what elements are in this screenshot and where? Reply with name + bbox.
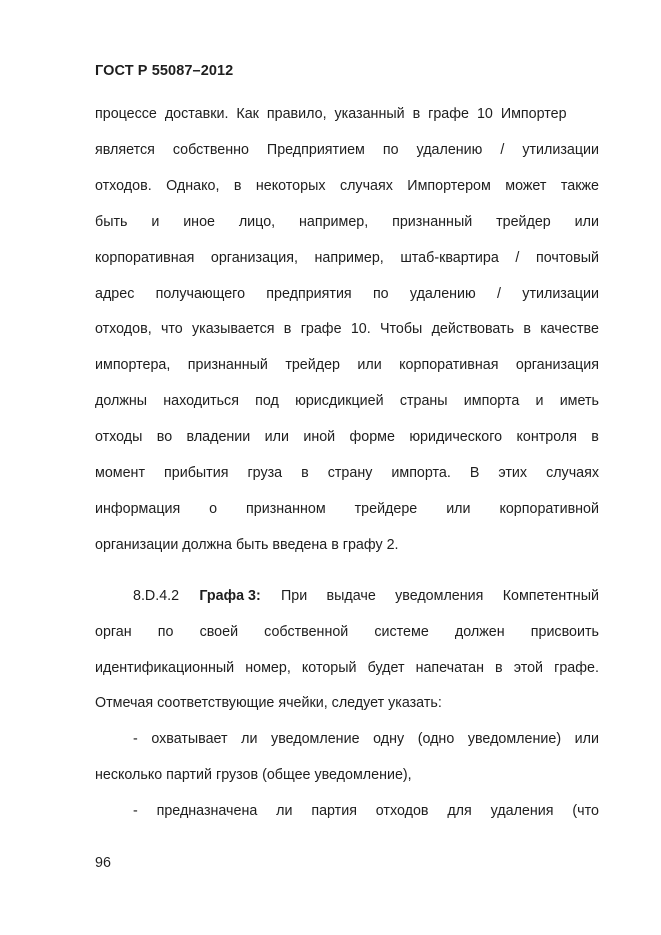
word: утилизации bbox=[522, 286, 599, 302]
word: юрисдикцией bbox=[295, 393, 384, 409]
paragraph-line bbox=[95, 500, 599, 518]
paragraph-line bbox=[95, 105, 599, 123]
word: в bbox=[591, 429, 599, 445]
section-heading-line bbox=[133, 587, 599, 605]
word: ли bbox=[241, 731, 258, 747]
word: страны bbox=[399, 393, 448, 409]
paragraph-line bbox=[95, 464, 599, 482]
word: корпоративная bbox=[399, 357, 499, 373]
word: организация bbox=[515, 357, 599, 373]
word: лицо, bbox=[238, 214, 276, 230]
word: или bbox=[446, 501, 471, 517]
word: Импортером bbox=[407, 178, 491, 194]
paragraph-line-text: процессе доставки. Как правило, указанный в графе 10 Импортер bbox=[95, 106, 567, 122]
word: в bbox=[283, 321, 292, 337]
word: выдаче bbox=[326, 588, 376, 604]
paragraph-line bbox=[95, 623, 599, 641]
word: быть bbox=[95, 214, 128, 230]
word: 10. bbox=[350, 321, 371, 337]
word: удалению bbox=[409, 286, 476, 302]
word: и bbox=[151, 214, 160, 230]
word: / bbox=[500, 142, 505, 158]
word: трейдер bbox=[285, 357, 340, 373]
list-item-continuation bbox=[95, 766, 599, 784]
word: предназначена bbox=[156, 803, 258, 819]
word: графе. bbox=[554, 660, 599, 676]
word: или bbox=[574, 214, 599, 230]
word: Однако, bbox=[166, 178, 220, 194]
word: качестве bbox=[540, 321, 599, 337]
word: удалению bbox=[416, 142, 483, 158]
word: ли bbox=[276, 803, 293, 819]
list-item bbox=[133, 730, 599, 748]
word: под bbox=[255, 393, 279, 409]
word: штаб-квартира bbox=[400, 250, 499, 266]
word: трейдер bbox=[496, 214, 551, 230]
word: по bbox=[157, 624, 174, 640]
word: адрес bbox=[95, 286, 135, 302]
word: является bbox=[95, 142, 155, 158]
word: например, bbox=[298, 214, 369, 230]
word: этих bbox=[498, 465, 528, 481]
word: владении bbox=[186, 429, 251, 445]
word: партия bbox=[311, 803, 357, 819]
word: импорта. bbox=[391, 465, 451, 481]
word: или bbox=[574, 731, 599, 747]
word: отходы bbox=[95, 429, 143, 445]
word: Чтобы bbox=[379, 321, 423, 337]
paragraph-line bbox=[95, 356, 599, 374]
word: - bbox=[133, 731, 138, 747]
word: организация, bbox=[210, 250, 298, 266]
word: импортера, bbox=[95, 357, 171, 373]
word: момент bbox=[95, 465, 146, 481]
word: трейдере bbox=[354, 501, 418, 517]
word: случаях bbox=[546, 465, 599, 481]
paragraph-line bbox=[95, 392, 599, 410]
section-label: Графа 3: bbox=[199, 588, 261, 604]
word: также bbox=[560, 178, 599, 194]
word: признанный bbox=[187, 357, 268, 373]
word: этой bbox=[513, 660, 544, 676]
paragraph-line bbox=[95, 428, 599, 446]
word: утилизации bbox=[522, 142, 599, 158]
paragraph-line-text: Отмечая соответствующие ячейки, следует указать: bbox=[95, 695, 442, 711]
word: страну bbox=[327, 465, 373, 481]
list-item bbox=[133, 802, 599, 820]
word: удаления bbox=[490, 803, 554, 819]
word: который bbox=[301, 660, 357, 676]
paragraph-line-text: организации должна быть введена в графу 2. bbox=[95, 537, 399, 553]
section-line-rest bbox=[281, 587, 599, 605]
word: находиться bbox=[163, 393, 239, 409]
word: собственной bbox=[264, 624, 349, 640]
word: иметь bbox=[559, 393, 599, 409]
word: (одно bbox=[417, 731, 455, 747]
word: уведомление) bbox=[467, 731, 562, 747]
word: будет bbox=[367, 660, 405, 676]
paragraph-line bbox=[95, 249, 599, 267]
word: (что bbox=[572, 803, 599, 819]
word: или bbox=[357, 357, 382, 373]
word: собственно bbox=[172, 142, 249, 158]
word: юридического bbox=[409, 429, 503, 445]
paragraph-line bbox=[95, 141, 599, 159]
word: орган bbox=[95, 624, 132, 640]
word: случаях bbox=[339, 178, 393, 194]
word: информация bbox=[95, 501, 181, 517]
word: по bbox=[382, 142, 399, 158]
word: указывается bbox=[192, 321, 275, 337]
word: одну bbox=[373, 731, 405, 747]
word: контроля bbox=[516, 429, 577, 445]
word: напечатан bbox=[415, 660, 484, 676]
paragraph-line bbox=[95, 536, 599, 554]
page-number: 96 bbox=[95, 855, 111, 871]
section-number: 8.D.4.2 bbox=[133, 588, 180, 604]
word: признанный bbox=[392, 214, 473, 230]
word: или bbox=[264, 429, 289, 445]
word: Предприятием bbox=[266, 142, 365, 158]
word: должен bbox=[454, 624, 505, 640]
word: уведомления bbox=[395, 588, 484, 604]
word: прибытия bbox=[164, 465, 229, 481]
word: признанном bbox=[246, 501, 326, 517]
word: графе bbox=[300, 321, 342, 337]
word: отходов bbox=[375, 803, 429, 819]
word: корпоративной bbox=[499, 501, 599, 517]
word: импорта bbox=[463, 393, 520, 409]
paragraph-line bbox=[95, 213, 599, 231]
word: присвоить bbox=[530, 624, 599, 640]
word: охватывает bbox=[151, 731, 228, 747]
word: для bbox=[447, 803, 472, 819]
word: отходов, bbox=[95, 321, 152, 337]
word: действовать bbox=[431, 321, 515, 337]
word: о bbox=[209, 501, 218, 517]
paragraph-line bbox=[95, 659, 599, 677]
word: предприятия bbox=[266, 286, 352, 302]
word: иное bbox=[183, 214, 215, 230]
word: некоторых bbox=[255, 178, 326, 194]
paragraph-line bbox=[95, 320, 599, 338]
word: - bbox=[133, 803, 138, 819]
word: например, bbox=[314, 250, 384, 266]
word: груза bbox=[247, 465, 283, 481]
word: почтовый bbox=[535, 250, 599, 266]
word: уведомление bbox=[271, 731, 360, 747]
word: системе bbox=[374, 624, 429, 640]
word: получающего bbox=[155, 286, 246, 302]
word: / bbox=[515, 250, 520, 266]
word: В bbox=[469, 465, 480, 481]
word: При bbox=[281, 588, 308, 604]
word: номер, bbox=[245, 660, 291, 676]
word: в bbox=[301, 465, 309, 481]
document-header-title: ГОСТ Р 55087–2012 bbox=[95, 63, 234, 79]
word: корпоративная bbox=[95, 250, 195, 266]
word: может bbox=[505, 178, 547, 194]
word: Компетентный bbox=[502, 588, 599, 604]
word: во bbox=[156, 429, 173, 445]
list-item-text: несколько партий грузов (общее уведомление), bbox=[95, 767, 412, 783]
word: иной bbox=[303, 429, 336, 445]
word: и bbox=[535, 393, 544, 409]
word: своей bbox=[199, 624, 239, 640]
word: в bbox=[523, 321, 531, 337]
word: по bbox=[372, 286, 389, 302]
paragraph-line bbox=[95, 694, 599, 712]
word: в bbox=[495, 660, 503, 676]
word: / bbox=[497, 286, 502, 302]
word: в bbox=[233, 178, 242, 194]
word: должны bbox=[95, 393, 148, 409]
word: форме bbox=[349, 429, 395, 445]
word: отходов. bbox=[95, 178, 152, 194]
paragraph-line bbox=[95, 177, 599, 195]
word: идентификационный bbox=[95, 660, 235, 676]
word: что bbox=[160, 321, 183, 337]
paragraph-line bbox=[95, 285, 599, 303]
